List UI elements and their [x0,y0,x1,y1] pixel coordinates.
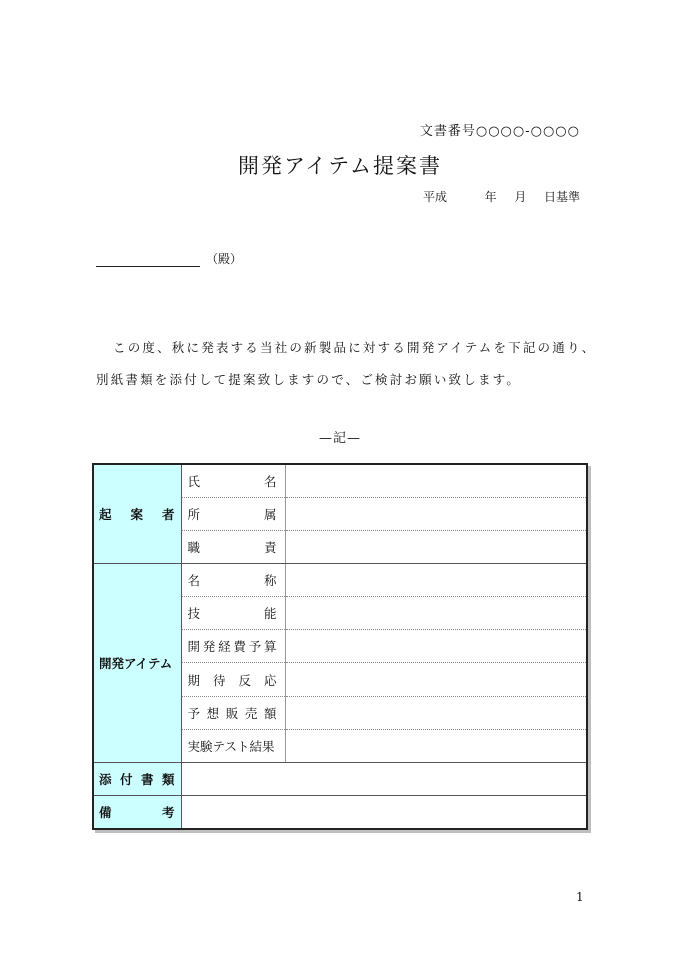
date-era: 平成 [422,190,447,204]
category-attachments: 添 付 書 類 [94,762,181,795]
field-label-test-results: 実験テスト結果 [181,729,285,762]
field-value-dev-budget[interactable] [285,630,586,663]
section-heading: —記— [318,431,361,446]
date-day: 日基準 [543,190,580,204]
field-label-projected-sales: 予 想 販 売 額 [181,696,285,729]
category-development-item [94,564,181,762]
category-proposer [94,465,181,564]
field-label-item-name: 名 称 [181,564,285,597]
field-value-expected-response[interactable] [285,663,586,696]
field-value-projected-sales[interactable] [285,696,586,729]
field-label-expected-response: 期 待 反 応 [181,663,285,696]
date-line [423,188,580,205]
field-label-name: 氏 名 [181,465,285,498]
field-value-item-name[interactable] [285,564,586,597]
addressee [96,250,242,267]
proposal-form-table [92,463,588,830]
category-proposer-label: 起 案 者 [99,507,175,523]
body-text-line-1: この度、秋に発表する当社の新製品に対する開発アイテムを下記の通り、 [113,340,597,355]
body-text-line-2: 別紙書類を添付して提案致しますので、ご検討お願い致します。 [96,372,522,387]
field-value-function[interactable] [285,597,586,630]
document-number: 文書番号○○○○-○○○○ [419,124,580,139]
field-label-function: 技 能 [181,597,285,630]
date-year: 年 [484,190,497,204]
addressee-blank-line[interactable] [96,254,200,267]
field-value-remarks[interactable] [181,795,586,828]
field-value-attachments[interactable] [181,762,586,795]
field-label-dev-budget: 開 発 経 費 予 算 [181,630,285,663]
field-value-position[interactable] [285,531,586,564]
page-title: 開発アイテム提案書 [237,154,443,178]
field-value-name[interactable] [285,465,586,498]
addressee-suffix: （殿） [206,252,243,266]
field-label-position: 職 責 [181,531,285,564]
page-number: 1 [576,890,584,904]
field-value-department[interactable] [285,498,586,531]
field-value-test-results[interactable] [285,729,586,762]
field-label-department: 所 属 [181,498,285,531]
date-month: 月 [514,190,527,204]
category-remarks: 備 考 [94,795,181,828]
category-development-item-label: 開発アイテム [99,655,173,671]
